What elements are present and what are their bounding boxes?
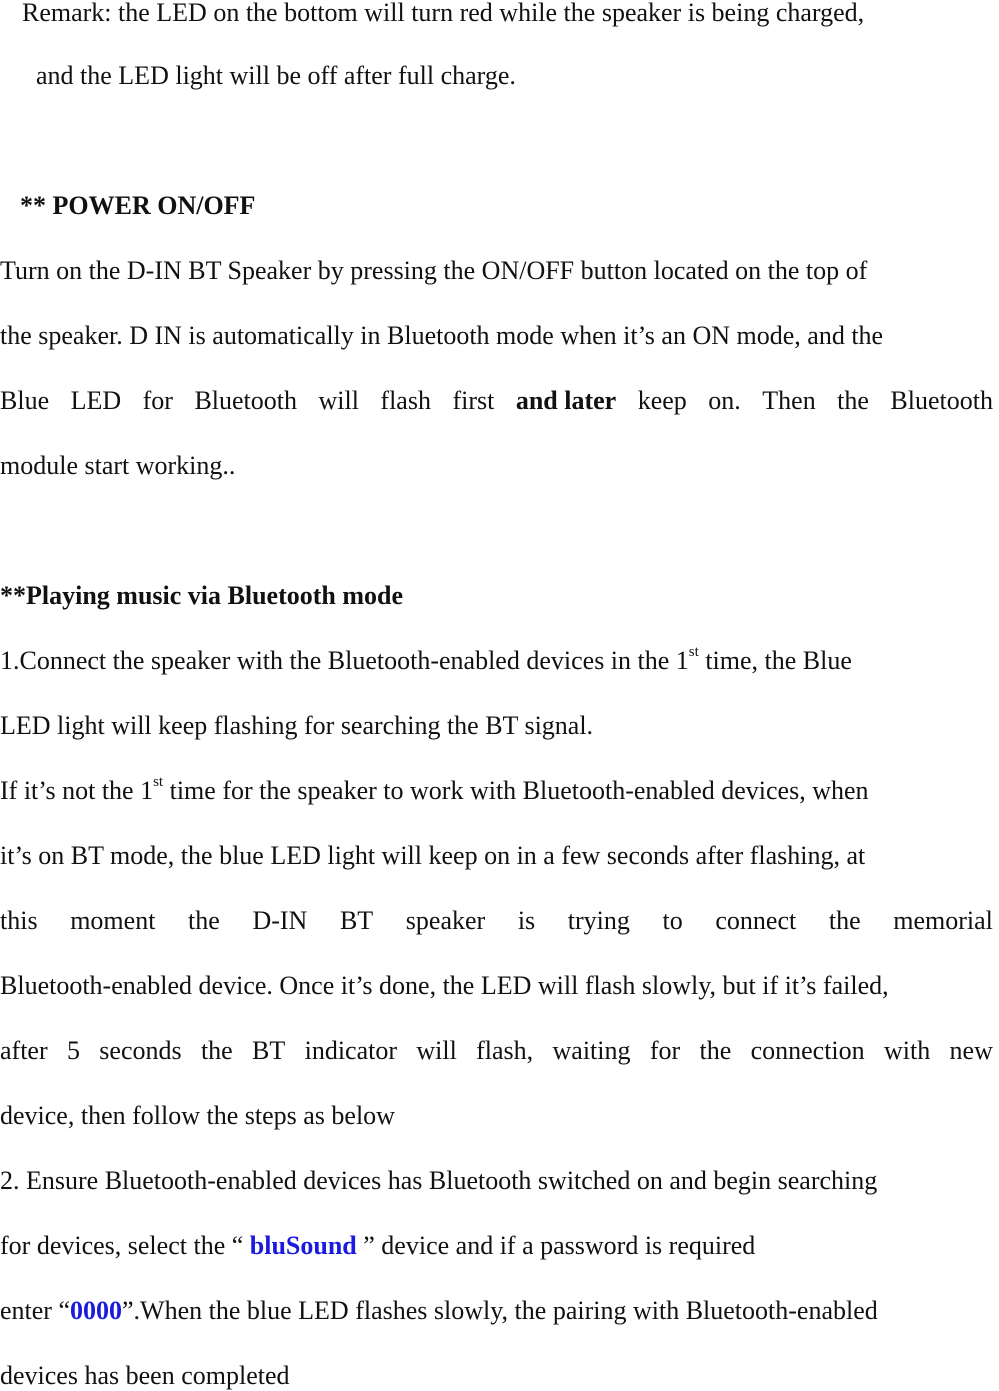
word: for: [649, 1036, 681, 1065]
word: will: [318, 386, 359, 415]
word: memorial: [893, 906, 993, 935]
word: BT: [252, 1036, 286, 1065]
playing-p3-line-2: [0, 1231, 993, 1261]
word: the: [837, 386, 869, 415]
word: Blue: [0, 386, 50, 415]
remark-line-1: Remark: the LED on the bottom will turn red while the speaker is being charged,: [22, 0, 865, 27]
power-line-3: [0, 386, 993, 416]
word: will: [416, 1036, 457, 1065]
word: speaker: [405, 906, 486, 935]
word: Bluetooth: [890, 386, 993, 415]
word: flash: [380, 386, 431, 415]
playing-heading: **Playing music via Bluetooth mode: [0, 581, 404, 610]
word: for: [142, 386, 173, 415]
word: BT: [339, 906, 374, 935]
bold-phrase: and later: [515, 386, 617, 415]
word: flash,: [476, 1036, 534, 1065]
word: on.: [708, 386, 741, 415]
word: seconds: [99, 1036, 182, 1065]
playing-p1-sup: st: [688, 644, 699, 661]
device-name: bluSound: [249, 1231, 357, 1260]
word: moment: [70, 906, 156, 935]
word: connect: [715, 906, 797, 935]
word: LED: [70, 386, 122, 415]
word: the: [828, 906, 861, 935]
word: the: [200, 1036, 233, 1065]
playing-p3-text-c: enter “: [0, 1296, 71, 1325]
playing-p1-text-b: time, the Blue: [698, 646, 852, 675]
playing-p2-line-4: Bluetooth-enabled device. Once it’s done, the LED will flash slowly, but if it’s failed,: [0, 971, 889, 1000]
playing-p2-line-1: [0, 776, 993, 806]
playing-p2-sup: st: [153, 774, 164, 791]
word: to: [662, 906, 683, 935]
remark-line-2: and the LED light will be off after full charge.: [36, 61, 516, 90]
playing-p3-text-a: for devices, select the “: [0, 1231, 250, 1260]
power-heading: ** POWER ON/OFF: [20, 191, 256, 220]
word: first: [452, 386, 495, 415]
word: waiting: [552, 1036, 631, 1065]
playing-p1-text-a: 1.Connect the speaker with the Bluetooth-enabled devices in the 1: [0, 646, 689, 675]
playing-p2-line-2: it’s on BT mode, the blue LED light will keep on in a few seconds after flashing, at: [0, 841, 866, 870]
word: indicator: [304, 1036, 398, 1065]
word: new: [949, 1036, 993, 1065]
word: keep: [637, 386, 687, 415]
playing-p1-line-2: LED light will keep flashing for searching the BT signal.: [0, 711, 594, 740]
word: Bluetooth: [194, 386, 297, 415]
playing-p3-text-b: ” device and if a password is required: [356, 1231, 756, 1260]
word: Then: [762, 386, 816, 415]
playing-p2-line-3: [0, 906, 993, 936]
pairing-password: 0000: [70, 1296, 123, 1325]
playing-p3-text-d: ”.When the blue LED flashes slowly, the pairing with Bluetooth-enabled: [122, 1296, 878, 1325]
word: connection: [750, 1036, 865, 1065]
word: after: [0, 1036, 48, 1065]
word: the: [188, 906, 220, 935]
playing-p3-line-3: [0, 1296, 993, 1326]
playing-p3-line-1: 2. Ensure Bluetooth-enabled devices has Bluetooth switched on and begin searching: [0, 1166, 878, 1195]
word: the: [699, 1036, 732, 1065]
word: trying: [567, 906, 630, 935]
playing-p2-text-a: If it’s not the 1: [0, 776, 154, 805]
power-line-2: the speaker. D IN is automatically in Bluetooth mode when it’s an ON mode, and the: [0, 321, 884, 350]
word: 5: [66, 1036, 80, 1065]
playing-p2-line-6: device, then follow the steps as below: [0, 1101, 395, 1130]
word: with: [883, 1036, 931, 1065]
word: this: [0, 906, 38, 935]
power-line-1: Turn on the D-IN BT Speaker by pressing the ON/OFF button located on the top of: [0, 256, 868, 285]
power-line-4: module start working..: [0, 451, 236, 480]
playing-p2-line-5: [0, 1036, 993, 1066]
playing-p3-line-4: devices has been completed: [0, 1361, 290, 1390]
word: is: [517, 906, 536, 935]
playing-p2-text-b: time for the speaker to work with Bluetooth-enabled devices, when: [163, 776, 869, 805]
word: D-IN: [252, 906, 308, 935]
playing-p1-line-1: [0, 646, 993, 676]
